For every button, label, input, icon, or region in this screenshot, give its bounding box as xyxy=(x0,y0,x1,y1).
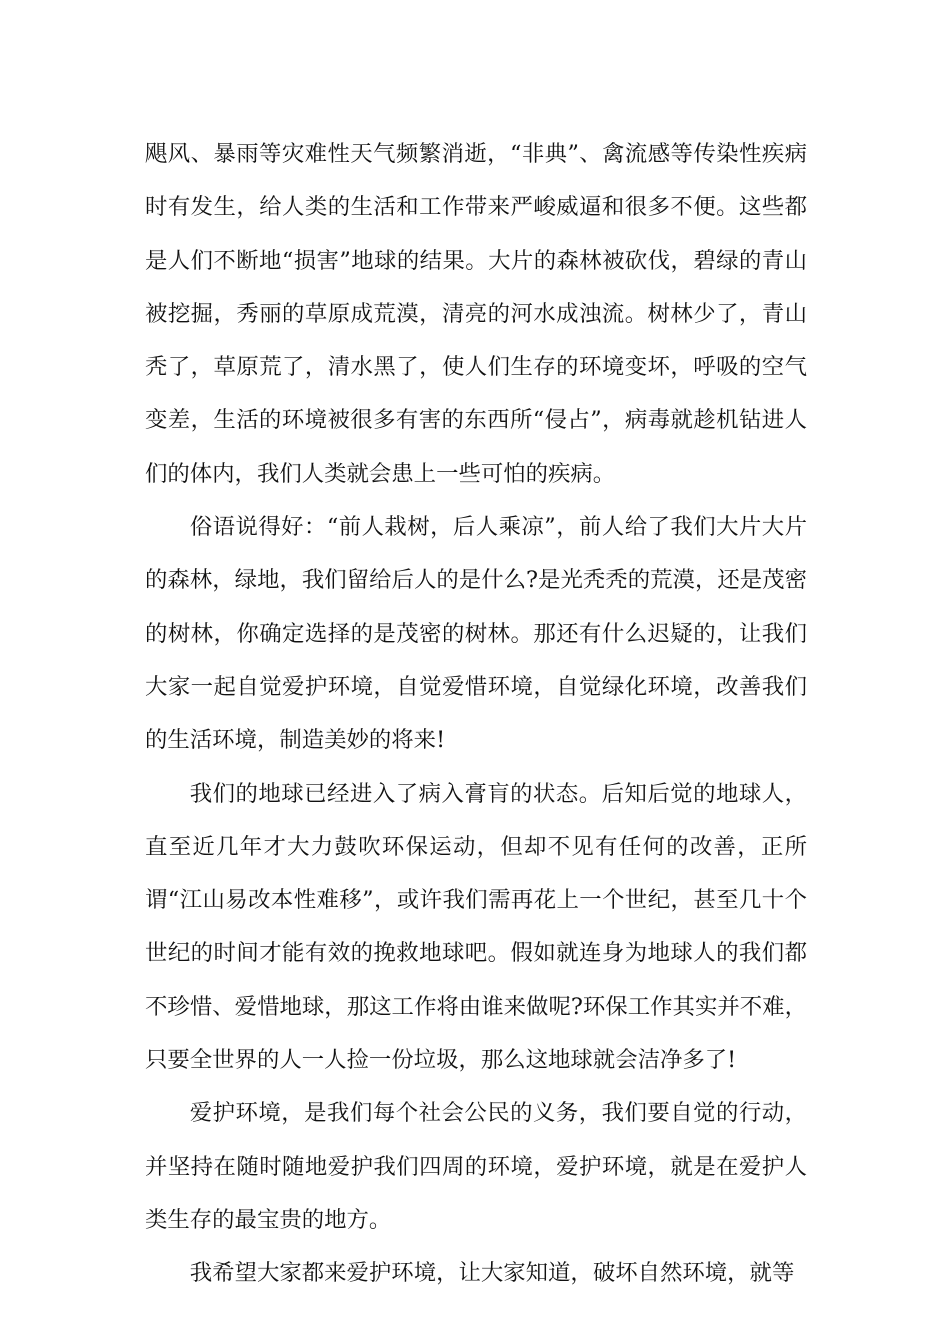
paragraph-4: 爱护环境，是我们每个社会公民的义务，我们要自觉的行动，并坚持在随时随地爱护我们四周的环境，爱护环境，就是在爱护人类生存的最宝贵的地方。 xyxy=(145,1100,807,1233)
paragraph-2: 俗语说得好：“前人栽树，后人乘凉”，前人给了我们大片大片的森林，绿地，我们留给后人的是什么?是光秃秃的荒漠，还是茂密的树林，你确定选择的是茂密的树林。那还有什么迟疑的，让我们大家一起自觉爱护环境，自觉爱惜环境，自觉绿化环境，改善我们的生活环境，制造美妙的将来! xyxy=(145,514,807,754)
paragraph-1: 飓风、暴雨等灾难性天气频繁消逝，“非典”、禽流感等传染性疾病时有发生，给人类的生活和工作带来严峻威逼和很多不便。这些都是人们不断地“损害”地球的结果。大片的森林被砍伐，碧绿的青山被挖掘，秀丽的草原成荒漠，清亮的河水成浊流。树林少了，青山秃了，草原荒了，清水黑了，使人们生存的环境变坏，呼吸的空气变差，生活的环境被很多有害的东西所“侵占”，病毒就趁机钻进人们的体内，我们人类就会患上一些可怕的疾病。 xyxy=(145,141,807,487)
paragraph-5: 我希望大家都来爱护环境，让大家知道，破坏自然环境，就等 xyxy=(189,1260,795,1287)
paragraph-3: 我们的地球已经进入了病入膏肓的状态。后知后觉的地球人，直至近几年才大力鼓吹环保运动，但却不见有任何的改善，正所谓“江山易改本性难移”，或许我们需再花上一个世纪，甚至几十个世纪的时间才能有效的挽救地球吧。假如就连身为地球人的我们都不珍惜、爱惜地球，那这工作将由谁来做呢?环保工作其实并不难，只要全世界的人一人捡一份垃圾，那么这地球就会洁净多了! xyxy=(145,780,807,1074)
document-body xyxy=(145,128,807,1301)
